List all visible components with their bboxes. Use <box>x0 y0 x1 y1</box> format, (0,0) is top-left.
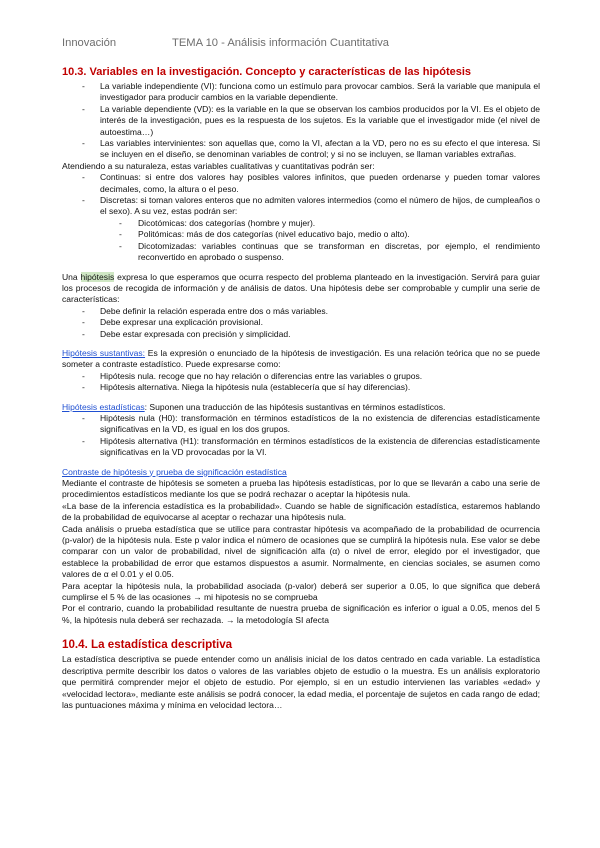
variables-list <box>62 81 540 161</box>
discrete-types-list <box>100 218 540 264</box>
list-item: - Las variables intervinientes: son aquellas que, como la VI, afectan a la VD, pero no es su efecto el que interesa. Si se incluyen en el diseño, se denominan variables de control; y si no se incluyen, se llaman variables extrañas. <box>62 138 540 161</box>
contrast-paragraph: «La base de la inferencia estadística es la probabilidad». Cuando se hable de significación estadística, estaremos hablando de la probabilidad de equivocarse al aceptar o rechazar una hipótesis nula. <box>62 500 540 523</box>
contrast-paragraph: Por el contrario, cuando la probabilidad resultante de nuestra prueba de significación es inferior o igual a 0.05, menos del 5 %, la hipótesis nula deberá ser rechazada. → la metodología SI afecta <box>62 603 540 625</box>
page-header <box>62 37 390 49</box>
topic-title: TEMA 10 - Análisis información Cuantitativa <box>172 37 390 49</box>
highlighted-term: hipótesis <box>80 271 115 282</box>
statistical-list <box>62 413 540 459</box>
section-title-10-4: 10.4. La estadística descriptiva <box>62 638 233 652</box>
text-span: expresa lo que esperamos que ocurra respecto del problema planteado en la investigación. Servirá para guiar los procesos de recogida de información y de análisis de datos. Una hipótesis debe ser comprobable y cumplir una serie de características: <box>62 271 540 305</box>
contrast-subtitle: Contraste de hipótesis y prueba de significación estadística <box>62 466 287 477</box>
statistical-hypotheses-term: Hipótesis estadísticas <box>62 401 145 412</box>
nature-intro: Atendiendo a su naturaleza, estas variables cualitativas y cuantitativas podrán ser: <box>62 160 375 171</box>
text-span: Una <box>62 271 81 282</box>
substantive-hypotheses-term: Hipótesis sustantivas: <box>62 347 146 358</box>
descriptive-paragraph: La estadística descriptiva se puede entender como un análisis inicial de los datos centrado en cada variable. La estadística descriptiva permite describir los datos o valores de las variables objeto de estudio o la muestra. Es un análisis exploratorio que permitirá comprender mejor el objeto de estudio. Por ejemplo, si en un estudio intervienen las variables «edad» y «velocidad lectora», mediante este análisis se podrá conocer, la edad media, el porcentaje de sujetos en cada rango de edad; las puntuaciones máxima y mínima en velocidad lectora… <box>62 654 540 710</box>
hypothesis-paragraph <box>62 272 540 306</box>
list-item: - Hipótesis nula. recoge que no hay relación o diferencias entre las variables o grupos. <box>62 371 540 382</box>
list-item-text: Discretas: si toman valores enteros que no admiten valores intermedios (como el número de hijos, de cumpleaños o el sexo). A su vez, estas podrán ser: <box>100 195 540 217</box>
list-item: - Continuas: si entre dos valores hay posibles valores infinitos, que pueden ordenarse y pueden tomar valores decimales, como, la altura o el peso. <box>62 172 540 195</box>
list-item: - Dicotómicas: dos categorías (hombre y mujer). <box>100 218 540 229</box>
list-item: - Debe definir la relación esperada entre dos o más variables. <box>62 306 540 317</box>
list-item: - Dicotomizadas: variables continuas que se transforman en discretas, por ejemplo, el rendimiento reconvertido en aprobado o suspenso. <box>100 241 540 264</box>
text-span: Es la expresión o enunciado de la hipótesis de investigación. Es una relación teórica que no se puede someter a contraste estadístico. Puede expresarse como: <box>62 347 541 370</box>
substantive-list <box>62 371 540 394</box>
list-item: - Hipótesis alternativa (H1): transformación en términos estadísticos de la existencia de diferencias estadísticamente significativas en la VD provocadas por la VI. <box>62 436 540 459</box>
contrast-paragraph: Para aceptar la hipótesis nula, la probabilidad asociada (p-valor) deberá ser superior a 0.05, lo que significa que deberá cumplirse el 5 % de las ocasiones → mi hipotesis no se comprueba <box>62 580 540 603</box>
hypothesis-characteristics-list <box>62 306 540 340</box>
substantive-hypotheses-paragraph <box>62 348 540 371</box>
list-item <box>62 195 540 263</box>
list-item: - La variable dependiente (VD): es la variable en la que se observan los cambios producidos por la VI. Es el objeto de interés de la investigación, pues es la respuesta de los sujetos. Es la variable que el investigador mide (el nivel de autoestima…) <box>62 104 540 138</box>
list-item: - Hipótesis nula (H0): transformación en términos estadísticos de la no existencia de diferencias estadísticamente significativas en la VD, es igual en los dos grupos. <box>62 413 540 436</box>
section-title-10-3: 10.3. Variables en la investigación. Concepto y características de las hipótesis <box>62 66 472 78</box>
list-item: - Politómicas: más de dos categorías (nivel educativo bajo, medio o alto). <box>100 229 540 240</box>
list-item: - Hipótesis alternativa. Niega la hipótesis nula (establecería que sí hay diferencias). <box>62 382 540 393</box>
contrast-paragraph: Mediante el contraste de hipótesis se someten a prueba las hipótesis estadísticas, por lo que se llevarán a cabo una serie de procedimientos estadísticos mediante los que se podrá rechazar o aceptar la hipótesis nula. <box>62 478 540 500</box>
course-name: Innovación <box>62 37 117 49</box>
text-span: : Suponen una traducción de las hipótesis sustantivas en términos estadísticos. <box>144 401 446 412</box>
document-body <box>62 65 540 711</box>
contrast-paragraph: Cada análisis o prueba estadística que se utilice para contrastar hipótesis va acompañado de la probabilidad de ocurrencia (p-valor) de la hipótesis nula. Este p valor indica el número de ocasiones que se cumplirá la hipótesis nula. Ese valor se debe comparar con un valor de probabilidad, nivel de significación alfa (α) o nivel de error, elegido por el investigador, que establece la probabilidad de error que estamos dispuestos a asumir. Normalmente, en ciencias sociales, se asumen como valores de α el 0.01 y el 0.05. <box>62 523 540 580</box>
statistical-hypotheses-paragraph <box>62 402 540 413</box>
nature-list <box>62 172 540 263</box>
list-item: - La variable independiente (VI): funciona como un estímulo para provocar cambios. Será la variable que manipula el investigador para producir cambios en la variable dependiente. <box>62 81 540 104</box>
list-item: - Debe estar expresada con precisión y simplicidad. <box>62 329 540 340</box>
list-item: - Debe expresar una explicación provisional. <box>62 317 540 328</box>
